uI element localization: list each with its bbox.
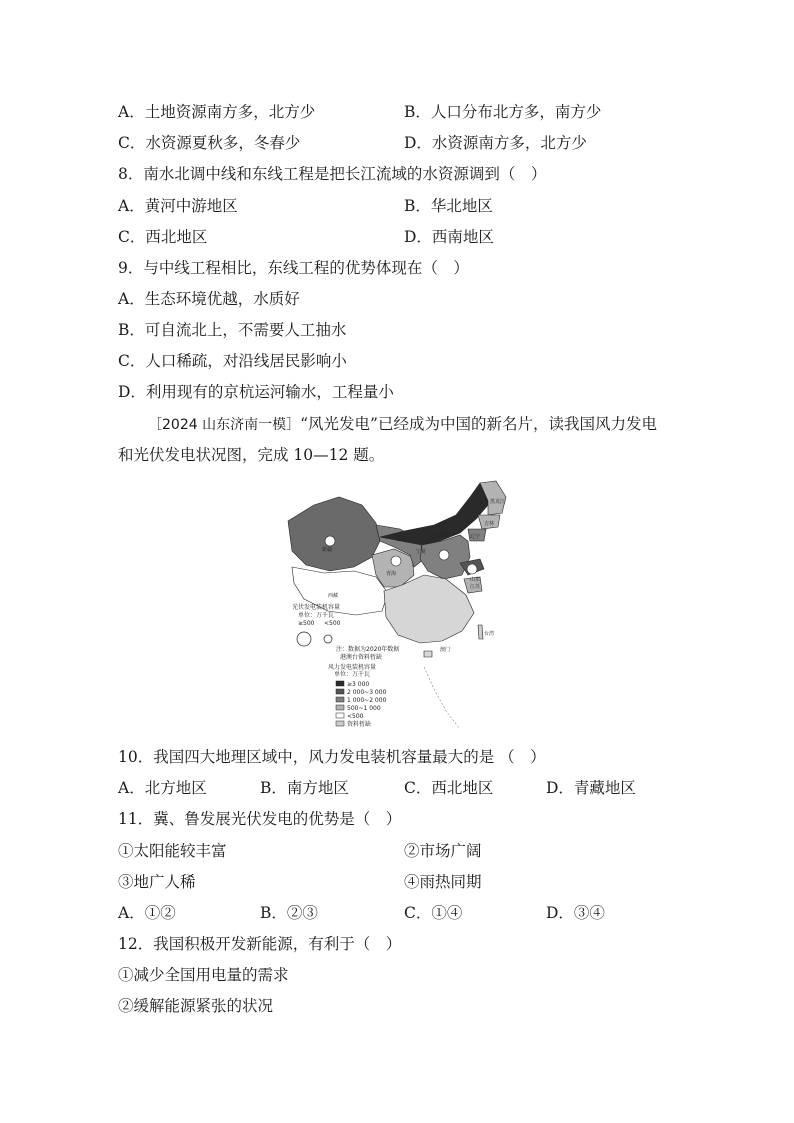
region-taiwan bbox=[478, 625, 483, 639]
solar-marker-shandong bbox=[467, 564, 477, 574]
wind-legend-swatch bbox=[336, 713, 344, 718]
pv-legend-large-icon bbox=[297, 632, 311, 646]
intro-text: “风光发电”已经成为中国的新名片，读我国风力发电 bbox=[300, 415, 657, 433]
wind-legend-swatch bbox=[336, 689, 344, 694]
pv-legend-lt: <500 bbox=[324, 620, 341, 627]
q8-option-a: A．黄河中游地区 bbox=[118, 197, 238, 215]
intro-line-1 bbox=[148, 414, 657, 435]
q11-item-4: ④雨热同期 bbox=[404, 873, 482, 891]
wind-legend-label: 1 000~2 000 bbox=[347, 697, 387, 704]
label-xizang: 西藏 bbox=[328, 593, 339, 599]
label-macao: 澳门 bbox=[440, 647, 451, 653]
q10-option-a: A．北方地区 bbox=[118, 779, 207, 797]
pv-legend-unit: 单位：万千瓦 bbox=[298, 612, 335, 619]
q11-item-1: ①太阳能较丰富 bbox=[118, 842, 227, 860]
q9-stem: 9．与中线工程相比，东线工程的优势体现在（ ） bbox=[118, 259, 469, 277]
q11-option-a: A．①② bbox=[118, 904, 176, 922]
label-heilongjiang: 黑龙江 bbox=[490, 499, 506, 505]
q7-option-b: B．人口分布北方多，南方少 bbox=[404, 103, 602, 121]
wind-legend-swatch bbox=[336, 705, 344, 710]
label-neimenggu: 内蒙古 bbox=[434, 533, 450, 539]
q12-stem: 12．我国积极开发新能源，有利于（ ） bbox=[118, 935, 402, 953]
q11-option-c: C．①④ bbox=[404, 904, 463, 922]
label-taiwan: 台湾 bbox=[484, 631, 495, 637]
south-sea-dashline bbox=[424, 667, 460, 729]
label-xinjiang: 新疆 bbox=[322, 547, 333, 553]
q7-option-c: C．水资源夏秋多，冬春少 bbox=[118, 134, 301, 152]
solar-marker-hebei bbox=[439, 550, 449, 560]
wind-legend-title: 风力发电装机容量 bbox=[328, 664, 377, 671]
q8-option-b: B．华北地区 bbox=[404, 197, 493, 215]
wind-legend-swatch bbox=[336, 697, 344, 702]
map-svg bbox=[284, 475, 510, 735]
q11-option-b: B．②③ bbox=[260, 904, 318, 922]
q8-option-c: C．西北地区 bbox=[118, 228, 208, 246]
wind-legend-label: 资料暂缺 bbox=[347, 721, 372, 728]
intro-line-2: 和光伏发电状况图，完成 10—12 题。 bbox=[118, 446, 385, 464]
solar-marker-qinghai bbox=[391, 556, 401, 566]
map-note-1: 注：数据为2020年数据 bbox=[336, 646, 400, 653]
q9-option-d: D．利用现有的京杭运河输水，工程量小 bbox=[118, 383, 394, 401]
pv-legend-ge: ≥500 bbox=[298, 620, 315, 627]
wind-legend-swatch bbox=[336, 681, 344, 686]
china-wind-solar-map bbox=[284, 475, 510, 735]
q10-stem: 10．我国四大地理区域中，风力发电装机容量最大的是 （ ） bbox=[118, 748, 546, 766]
q12-item-1: ①减少全国用电量的需求 bbox=[118, 966, 289, 984]
wind-legend-label: ≥3 000 bbox=[347, 681, 370, 688]
wind-legend-label: 500~1 000 bbox=[347, 705, 381, 712]
map-note-2: 港澳台资料暂缺 bbox=[340, 654, 383, 661]
q11-option-d: D．③④ bbox=[546, 904, 605, 922]
pv-legend-small-icon bbox=[324, 635, 332, 643]
q10-option-d: D．青藏地区 bbox=[546, 779, 636, 797]
q11-item-2: ②市场广阔 bbox=[404, 842, 482, 860]
wind-legend-unit: 单位：万千瓦 bbox=[334, 671, 371, 678]
pv-legend-title: 光伏发电装机容量 bbox=[292, 604, 341, 611]
wind-legend-label: 2 000~3 000 bbox=[347, 689, 387, 696]
label-liaoning: 辽宁 bbox=[470, 534, 481, 540]
q10-option-b: B．南方地区 bbox=[260, 779, 349, 797]
q8-option-d: D．西南地区 bbox=[404, 228, 494, 246]
label-shandong: 山东 bbox=[470, 577, 481, 583]
region-xinjiang bbox=[288, 497, 380, 571]
q8-stem: 8．南水北调中线和东线工程是把长江流域的水资源调到（ ） bbox=[118, 165, 547, 183]
q12-item-2: ②缓解能源紧张的状况 bbox=[118, 997, 274, 1015]
wind-legend-label: <500 bbox=[347, 713, 364, 720]
q11-item-3: ③地广人稀 bbox=[118, 873, 196, 891]
q7-option-d: D．水资源南方多，北方少 bbox=[404, 134, 587, 152]
label-jiangsu: 江苏 bbox=[470, 584, 481, 590]
solar-marker-xinjiang bbox=[325, 536, 335, 546]
wind-legend bbox=[336, 681, 387, 728]
q9-option-b: B．可自流北上，不需要人工抽水 bbox=[118, 321, 347, 339]
label-jilin: 吉林 bbox=[484, 521, 495, 527]
q9-option-a: A．生态环境优越，水质好 bbox=[118, 290, 300, 308]
q9-option-c: C．人口稀疏，对沿线居民影响小 bbox=[118, 352, 347, 370]
region-hainan bbox=[424, 651, 432, 657]
source-tag: ［2024 山东济南一模］ bbox=[148, 417, 301, 433]
q7-option-a: A．土地资源南方多，北方少 bbox=[118, 103, 316, 121]
wind-legend-swatch bbox=[336, 721, 344, 726]
q11-stem: 11．冀、鲁发展光伏发电的优势是（ ） bbox=[118, 810, 402, 828]
q10-option-c: C．西北地区 bbox=[404, 779, 494, 797]
label-ningxia: 宁夏 bbox=[416, 549, 427, 555]
label-qinghai: 青海 bbox=[386, 571, 397, 577]
label-gansu: 甘肃 bbox=[396, 537, 407, 543]
